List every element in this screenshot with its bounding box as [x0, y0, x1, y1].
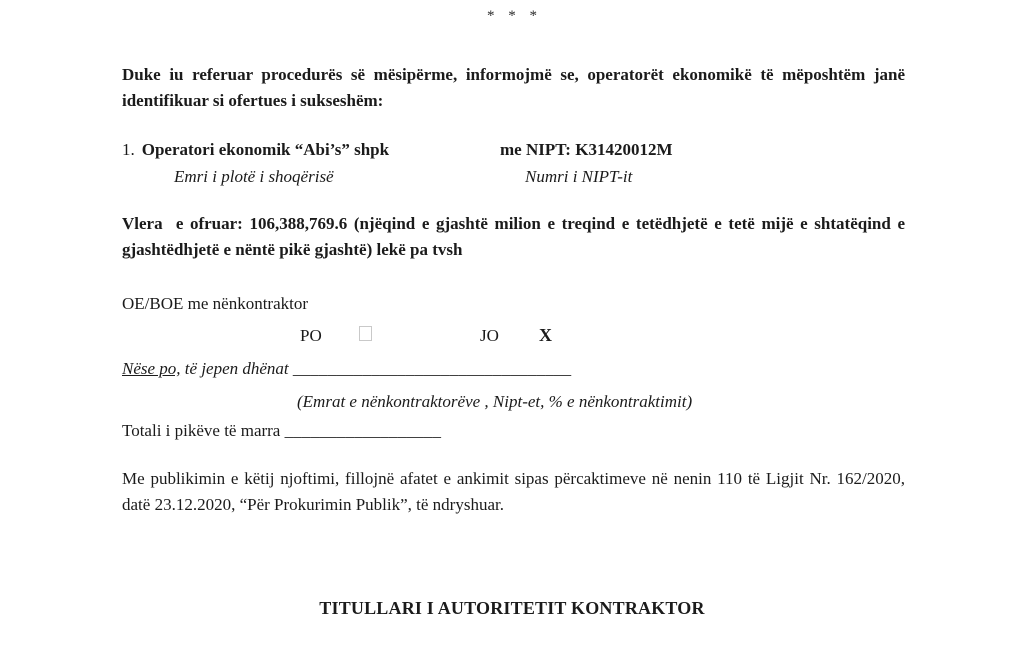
subcontractor-no-mark: X: [539, 325, 552, 345]
if-yes-text: të jepen dhënat: [180, 359, 293, 378]
empty-checkbox-icon: [359, 326, 372, 341]
total-points-label: Totali i pikëve të marra: [122, 421, 285, 440]
offer-value-paragraph: Vlera e ofruar: 106,388,769.6 (njëqind e gjashtë milion e treqind e tetëdhjetë e tetë mijë e shtatëqind e gjashtëdhjetë e nëntë pikë gjashtë) lekë pa tvsh: [122, 214, 910, 259]
total-points-row: [122, 418, 441, 444]
intro-paragraph: Duke iu referuar procedurës së mësipërme, informojmë se, operatorët ekonomikë të mëposhtëm janë identifikuar si ofertues i sukseshëm:: [122, 65, 905, 110]
operator-nipt-caption: Numri i NIPT-it: [525, 167, 633, 186]
subcontractor-label: OE/BOE me nënkontraktor: [122, 294, 309, 313]
subcontractor-yes-label: PO: [300, 326, 322, 345]
footer-title: TITULLARI I AUTORITETIT KONTRAKTOR: [319, 598, 705, 618]
section-separator-stars: * * *: [487, 8, 537, 24]
total-points-blank-line: __________________: [284, 421, 442, 440]
if-yes-blank-line: ________________________________: [292, 359, 572, 378]
if-yes-prefix: Nëse po,: [122, 359, 181, 378]
subcontractor-no-label: JO: [480, 326, 499, 345]
operator-captions-row: [122, 164, 905, 190]
operator-name-caption: Emri i plotë i shoqërisë: [174, 167, 334, 186]
subcontractor-caption: (Emrat e nënkontraktorëve , Nipt-et, % e nënkontraktimit): [297, 392, 693, 411]
operator-name: Operatori ekonomik “Abi’s” shpk: [141, 140, 390, 159]
operator-row: [122, 137, 905, 163]
operator-number: 1.: [122, 140, 135, 159]
legal-notice-paragraph: Me publikimin e këtij njoftimi, fillojnë afatet e ankimit sipas përcaktimeve në nenin 110 të Ligjit Nr. 162/2020, datë 23.12.2020, “Për Prokurimin Publik”, të ndryshuar.: [122, 469, 905, 514]
operator-nipt: me NIPT: K31420012M: [500, 140, 673, 159]
if-yes-row: [122, 356, 905, 382]
